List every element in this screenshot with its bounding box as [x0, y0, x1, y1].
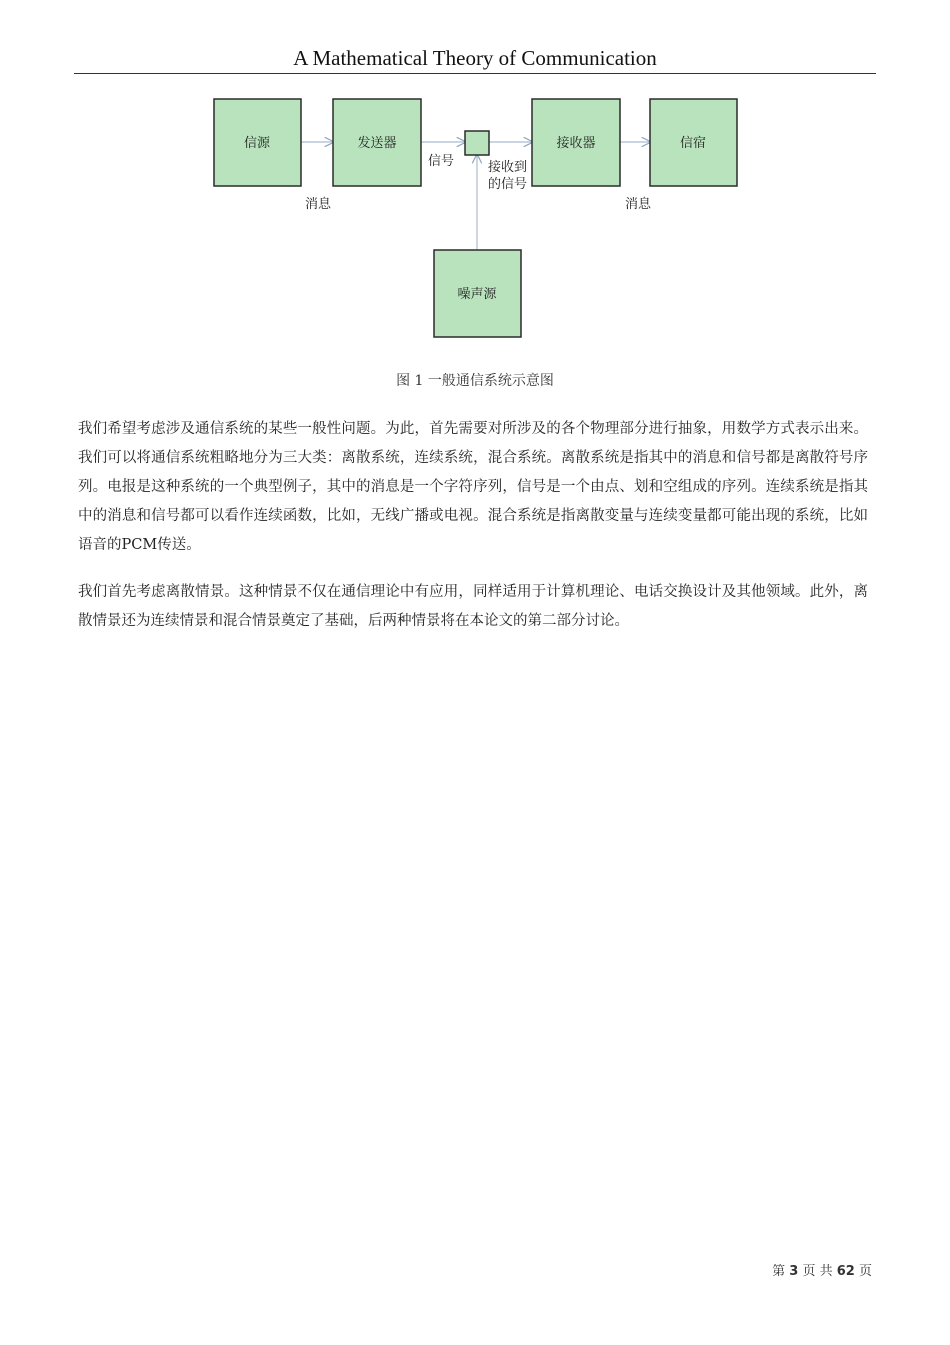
- label-received-signal-line2: 的信号: [488, 177, 528, 192]
- communication-system-diagram: [0, 0, 950, 360]
- label-message-right: 消息: [624, 197, 652, 212]
- node-noise-source: [434, 250, 521, 337]
- footer-page-number: 3: [789, 1264, 799, 1279]
- node-destination-label: 信宿: [679, 136, 707, 151]
- node-source-label: 信源: [243, 136, 271, 151]
- label-message-left: 消息: [304, 197, 332, 212]
- node-receiver: [532, 99, 620, 186]
- label-received-signal-line1: 接收到: [488, 160, 528, 175]
- node-channel: [465, 131, 489, 155]
- body-paragraph-1: 我们希望考虑涉及通信系统的某些一般性问题。为此，首先需要对所涉及的各个物理部分进行抽象，用数学方式表示出来。我们可以将通信系统粗略地分为三大类：离散系统，连续系统，混合系统。离散系统是指其中的消息和信号都是离散符号序列。电报是这种系统的一个典型例子，其中的消息是一个字符序列，信号是一个由点、划和空组成的序列。连续系统是指其中的消息和信号都可以看作连续函数，比如，无线广播或电视。混合系统是指离散变量与连续变量都可能出现的系统，比如语音的PCM传送。: [78, 421, 868, 553]
- node-noise-source-label: 噪声源: [457, 287, 497, 302]
- body-paragraph-2: 我们首先考虑离散情景。这种情景不仅在通信理论中有应用，同样适用于计算机理论、电话交换设计及其他领域。此外，离散情景还为连续情景和混合情景奠定了基础，后两种情景将在本论文的第二部分讨论。: [78, 584, 868, 629]
- footer-prefix: 第: [772, 1264, 786, 1279]
- footer-total-pages: 62: [836, 1264, 855, 1279]
- node-source: [214, 99, 301, 186]
- node-transmitter-label: 发送器: [357, 136, 397, 151]
- node-destination: [650, 99, 737, 186]
- node-transmitter: [333, 99, 421, 186]
- footer-middle: 页 共: [802, 1264, 833, 1279]
- page-footer: [772, 1260, 872, 1279]
- node-receiver-label: 接收器: [556, 136, 596, 151]
- page-header-title: A Mathematical Theory of Communication: [293, 46, 657, 70]
- label-signal: 信号: [427, 154, 455, 169]
- footer-suffix: 页: [858, 1264, 872, 1279]
- figure-caption: 图 1 一般通信系统示意图: [396, 373, 554, 389]
